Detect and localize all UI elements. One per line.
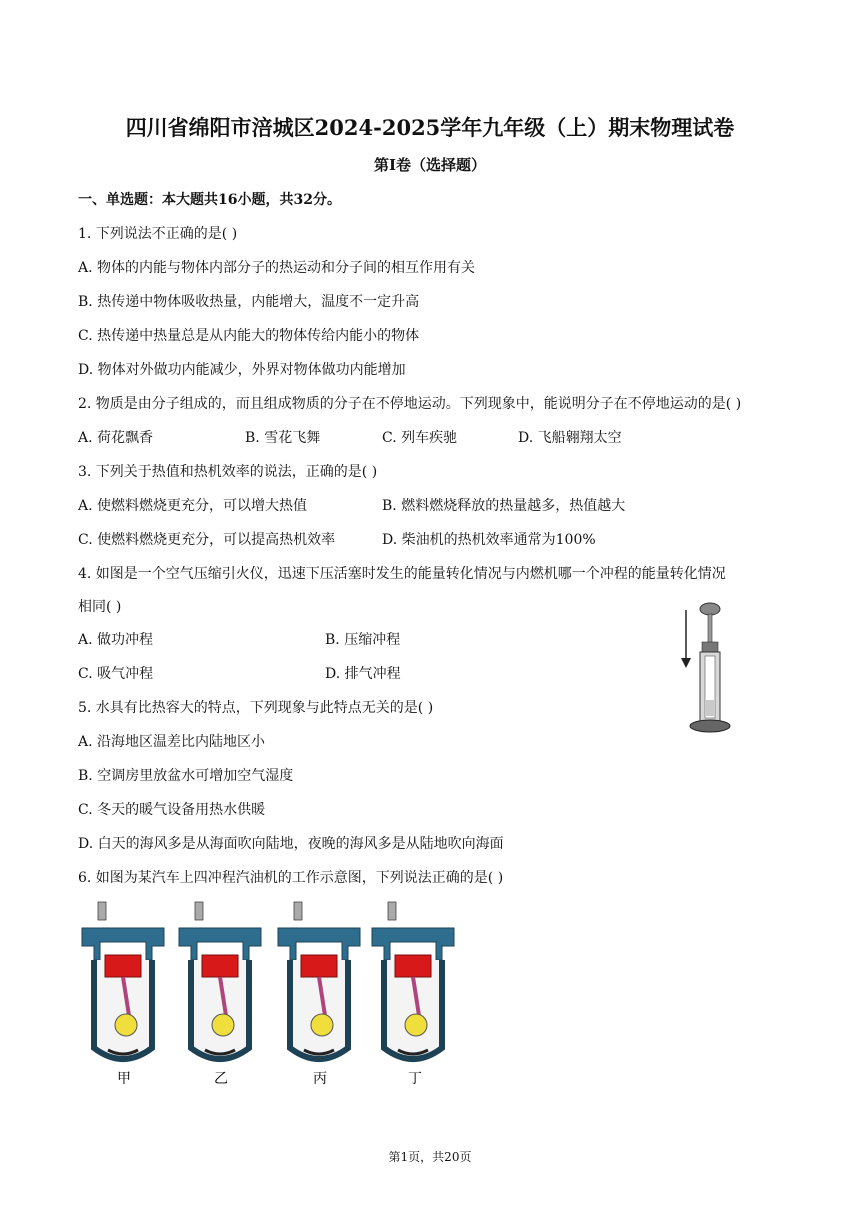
volume-heading: 第I卷（选择题） — [373, 156, 487, 174]
air-compression-igniter-figure — [676, 600, 736, 740]
q5-option-d: D. 白天的海风多是从海面吹向陆地，夜晚的海风多是从陆地吹向海面 — [78, 836, 504, 852]
q3-option-b: B. 燃料燃烧释放的热量越多，热值越大 — [382, 498, 626, 514]
four-stroke-engine-figure — [78, 900, 468, 1095]
engine-label-jia: 甲 — [117, 1071, 131, 1087]
q1-option-d: D. 物体对外做功内能减少，外界对物体做功内能增加 — [78, 362, 406, 378]
q2-option-b: B. 雪花飞舞 — [245, 430, 321, 446]
q6-stem: 6. 如图为某汽车上四冲程汽油机的工作示意图，下列说法正确的是( ) — [78, 870, 504, 886]
exam-title: 四川省绵阳市涪城区2024-2025学年九年级（上）期末物理试卷 — [125, 115, 735, 140]
engine-label-bing: 丙 — [313, 1071, 327, 1087]
q1-option-a: A. 物体的内能与物体内部分子的热运动和分子间的相互作用有关 — [78, 260, 476, 276]
engine-label-ding: 丁 — [408, 1071, 422, 1087]
engine-label-yi: 乙 — [214, 1071, 228, 1087]
q5-option-b: B. 空调房里放盆水可增加空气湿度 — [78, 768, 294, 784]
q3-option-c: C. 使燃料燃烧更充分，可以提高热机效率 — [78, 532, 336, 548]
q4-option-c: C. 吸气冲程 — [78, 666, 154, 682]
q2-option-d: D. 飞船翱翔太空 — [518, 430, 622, 446]
q3-option-a: A. 使燃料燃烧更充分，可以增大热值 — [78, 498, 308, 514]
q2-option-a: A. 荷花飘香 — [78, 430, 154, 446]
q5-option-a: A. 沿海地区温差比内陆地区小 — [78, 734, 266, 750]
q4-stem-line1: 4. 如图是一个空气压缩引火仪，迅速下压活塞时发生的能量转化情况与内燃机哪一个冲程的能量转化情况 — [78, 566, 726, 582]
q2-option-c: C. 列车疾驰 — [382, 430, 458, 446]
q1-option-b: B. 热传递中物体吸收热量，内能增大，温度不一定升高 — [78, 294, 420, 310]
q3-option-d: D. 柴油机的热机效率通常为100% — [382, 532, 596, 548]
q4-option-b: B. 压缩冲程 — [325, 632, 401, 648]
q1-stem: 1. 下列说法不正确的是( ) — [78, 226, 238, 242]
q3-stem: 3. 下列关于热值和热机效率的说法，正确的是( ) — [78, 464, 378, 480]
q5-stem: 5. 水具有比热容大的特点，下列现象与此特点无关的是( ) — [78, 700, 434, 716]
q2-stem: 2. 物质是由分子组成的，而且组成物质的分子在不停地运动。下列现象中，能说明分子在不停地运动的是( ) — [78, 396, 742, 412]
q4-option-a: A. 做功冲程 — [78, 632, 154, 648]
q1-option-c: C. 热传递中热量总是从内能大的物体传给内能小的物体 — [78, 328, 420, 344]
q4-stem-line2: 相同( ) — [78, 599, 122, 615]
page-footer: 第1页，共20页 — [388, 1150, 472, 1164]
section-heading: 一、单选题：本大题共16小题，共32分。 — [78, 192, 341, 208]
q4-option-d: D. 排气冲程 — [325, 666, 401, 682]
q5-option-c: C. 冬天的暖气设备用热水供暖 — [78, 802, 266, 818]
